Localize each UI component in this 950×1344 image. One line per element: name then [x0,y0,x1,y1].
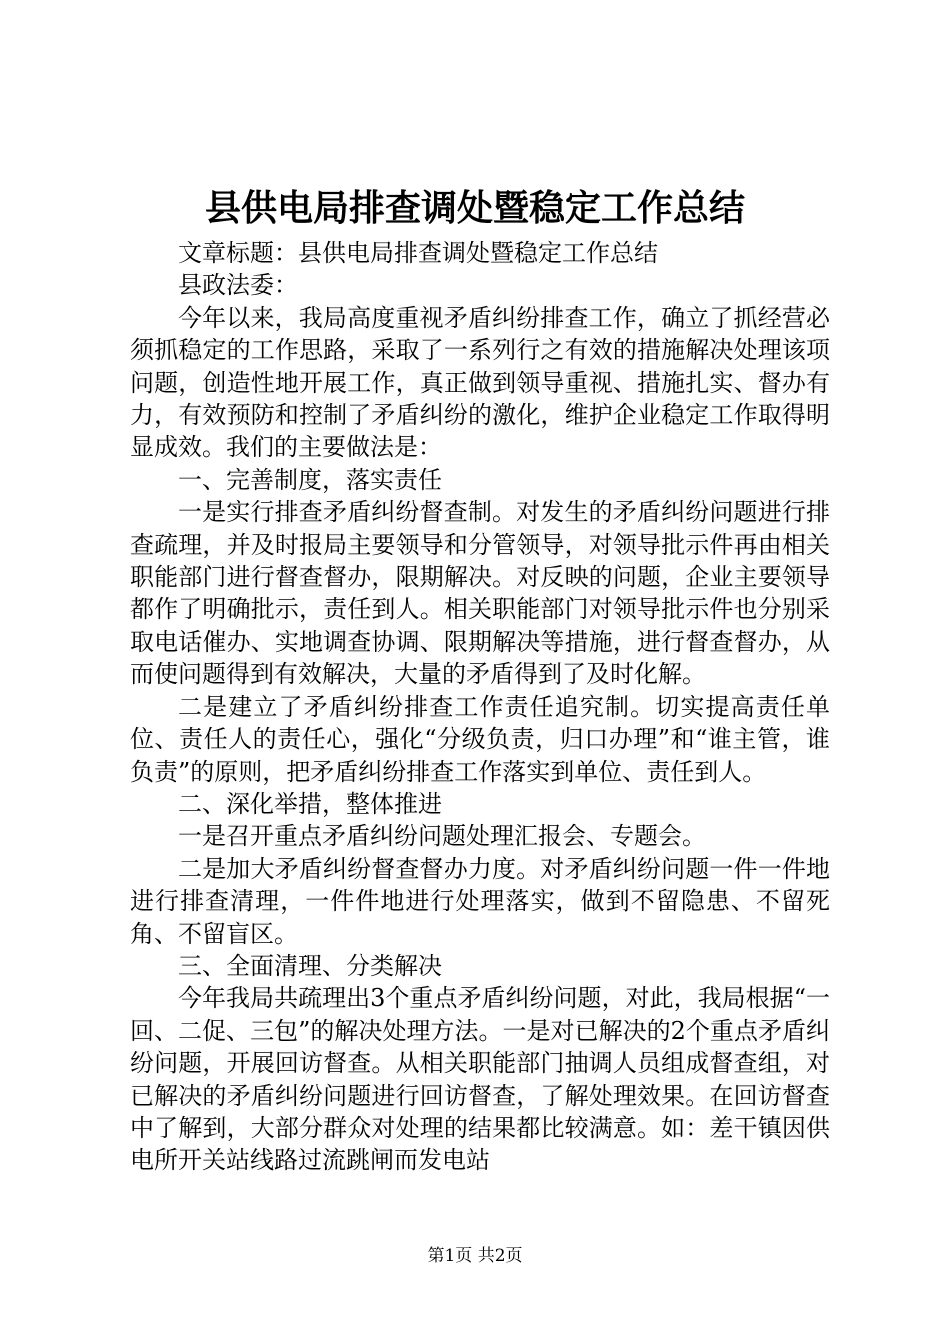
paragraph-3-1: 今年我局共疏理出3个重点矛盾纠纷问题，对此，我局根据“一回、二促、三包”的解决处理方法。一是对已解决的2个重点矛盾纠纷问题，开展回访督查。从相关职能部门抽调人员组成督查组，对已解决的矛盾纠纷问题进行回访督查，了解处理效果。在回访督查中了解到，大部分群众对处理的结果都比较满意。如：差干镇因供电所开关站线路过流跳闸而发电站 [130,984,830,1175]
paragraph-addressee: 县政法委： [178,271,298,300]
paragraph-article-title: 文章标题：县供电局排查调处暨稳定工作总结 [178,239,658,267]
section-heading-1: 一、完善制度，落实责任 [178,465,442,494]
paragraph-1-2: 二是建立了矛盾纠纷排查工作责任追究制。切实提高责任单位、责任人的责任心，强化“分级负责，归口办理”和“谁主管，谁负责”的原则，把矛盾纠纷排查工作落实到单位、责任到人。 [130,692,830,786]
paragraph-2-1: 一是召开重点矛盾纠纷问题处理汇报会、专题会。 [178,822,706,851]
paragraph-2-2: 二是加大矛盾纠纷督查督办力度。对矛盾纠纷问题一件一件地进行排查清理，一件件地进行处理落实，做到不留隐患、不留死角、不留盲区。 [130,854,830,948]
section-heading-2: 二、深化举措，整体推进 [178,789,442,818]
section-heading-3: 三、全面清理、分类解决 [178,951,442,980]
paragraph-intro: 今年以来，我局高度重视矛盾纠纷排查工作，确立了抓经营必须抓稳定的工作思路，采取了一系列行之有效的措施解决处理该项问题，创造性地开展工作，真正做到领导重视、措施扎实、督办有力，有效预防和控制了矛盾纠纷的激化，维护企业稳定工作取得明显成效。我们的主要做法是： [130,303,830,462]
page-number-footer: 第1页 共2页 [427,1246,523,1266]
document-title: 县供电局排查调处暨稳定工作总结 [204,187,745,229]
document-body [130,237,830,1177]
paragraph-1-1: 一是实行排查矛盾纠纷督查制。对发生的矛盾纠纷问题进行排查疏理，并及时报局主要领导和分管领导，对领导批示件再由相关职能部门进行督查督办，限期解决。对反映的问题，企业主要领导都作了明确批示，责任到人。相关职能部门对领导批示件也分别采取电话催办、实地调查协调、限期解决等措施，进行督查督办，从而使问题得到有效解决，大量的矛盾得到了及时化解。 [130,498,830,689]
